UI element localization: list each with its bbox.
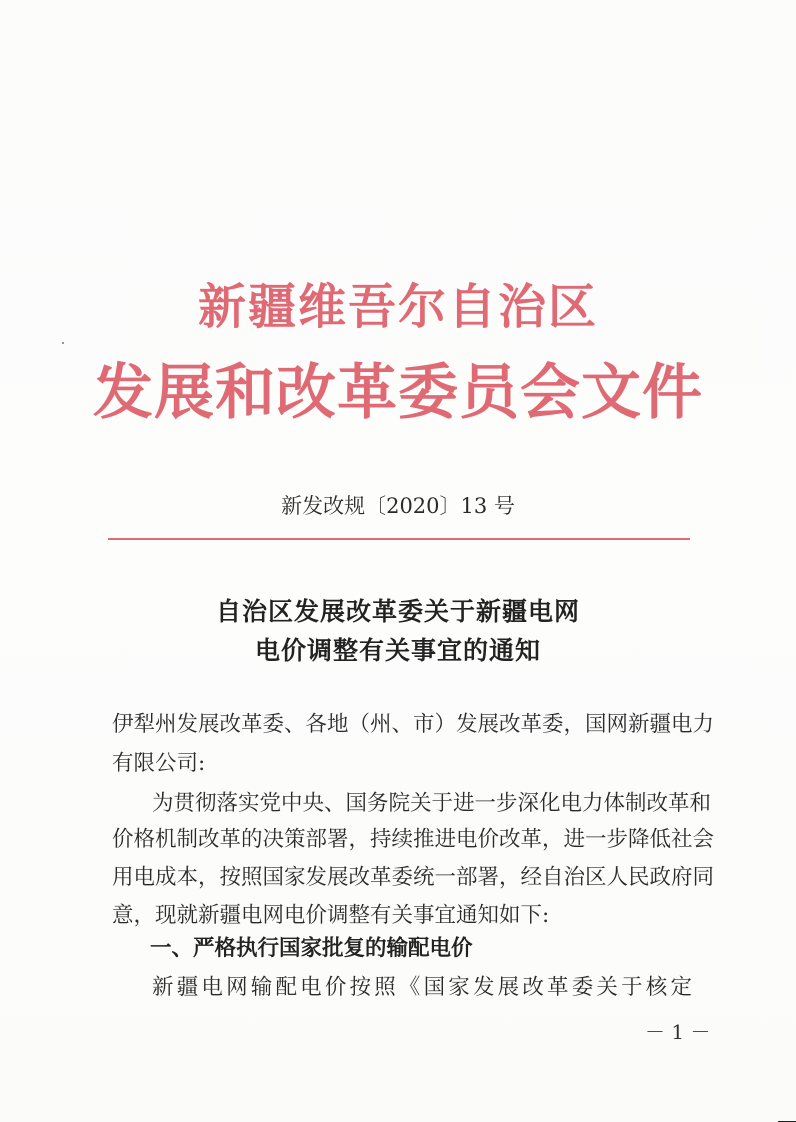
- document-title-line2: 电价调整有关事宜的通知: [254, 636, 541, 665]
- issuer-name-line2: 发展和改革委员会文件: [93, 358, 703, 428]
- section1-line1: 新疆电网输配电价按照《国家发展改革委关于核定: [152, 975, 692, 1000]
- recipients-line2: 有限公司:: [112, 751, 206, 776]
- page-number: － 1 －: [645, 1020, 711, 1044]
- intro-line1: 为贯彻落实党中央、国务院关于进一步深化电力体制改革和: [152, 791, 712, 816]
- scan-speck: [62, 342, 64, 344]
- intro-line4: 意，现就新疆电网电价调整有关事宜通知如下:: [112, 903, 550, 928]
- intro-line3: 用电成本，按照国家发展改革委统一部署，经自治区人民政府同: [112, 865, 715, 890]
- document-number: 新发改规〔2020〕13 号: [281, 494, 515, 518]
- intro-line2: 价格机制改革的决策部署，持续推进电价改革，进一步降低社会: [112, 827, 715, 852]
- section1-heading: 一、严格执行国家批复的输配电价: [150, 936, 473, 961]
- recipients-line1: 伊犁州发展改革委、各地（州、市）发展改革委，国网新疆电力: [112, 712, 715, 737]
- issuer-name-line1: 新疆维吾尔自治区: [197, 279, 598, 335]
- document-title-line1: 自治区发展改革委关于新疆电网: [215, 597, 580, 626]
- red-divider-line: [108, 538, 690, 540]
